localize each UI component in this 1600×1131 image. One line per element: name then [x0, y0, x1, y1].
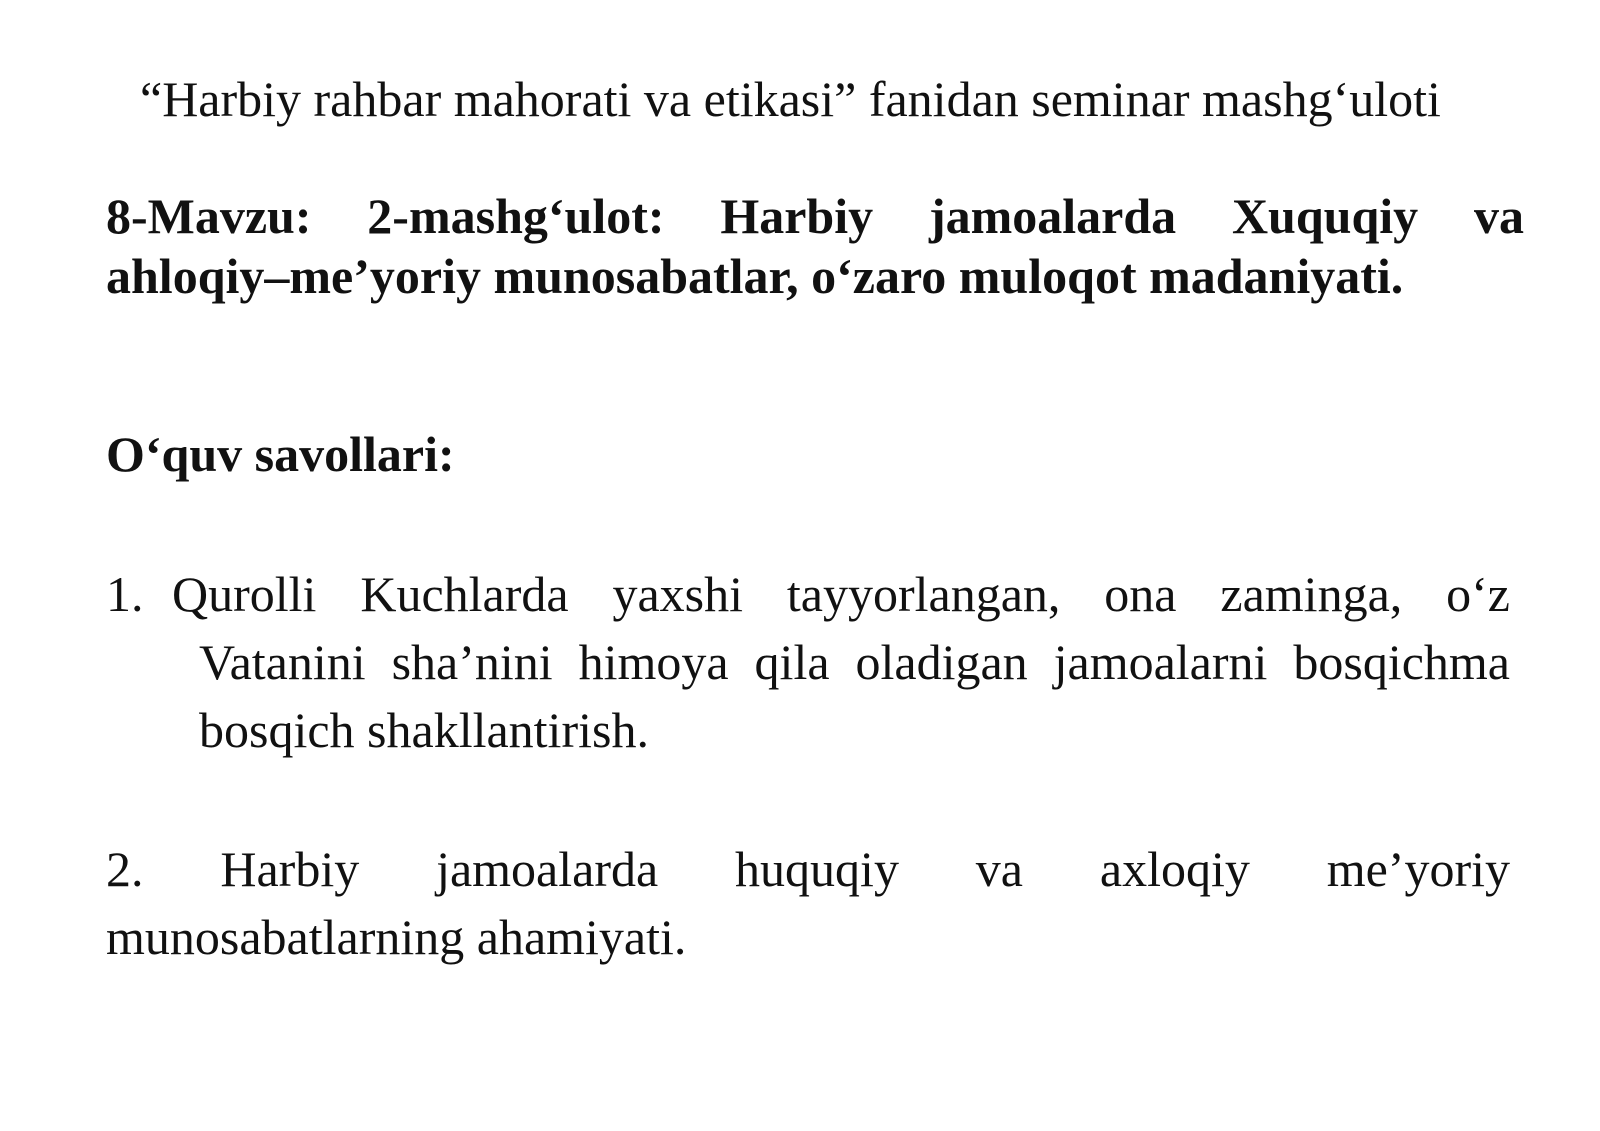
question-1-line-3: bosqich shakllantirish.: [199, 702, 649, 758]
document-header: “Harbiy rahbar mahorati va etikasi” fanidan seminar mashg‘uloti: [140, 71, 1441, 127]
question-1-line-1: Qurolli Kuchlarda yaxshi tayyorlangan, ona zaminga, o‘z: [172, 566, 1510, 622]
topic-title-line-1: 8-Mavzu: 2-mashg‘ulot: Harbiy jamoalarda Xuquqiy va: [106, 188, 1524, 244]
question-2-line-2: munosabatlarning ahamiyati.: [106, 909, 687, 965]
question-item-1: [106, 560, 1510, 764]
question-number-1: 1.: [106, 566, 144, 622]
topic-title-line-2: ahloqiy–me’yoriy munosabatlar, o‘zaro muloqot madaniyati.: [106, 248, 1404, 304]
topic-title: [106, 186, 1524, 306]
question-item-2: [106, 835, 1510, 971]
question-2-line-1: 2. Harbiy jamoalarda huquqiy va axloqiy me’yoriy: [106, 841, 1510, 897]
questions-heading: O‘quv savollari:: [106, 426, 455, 482]
question-1-line-2: Vatanini sha’nini himoya qila oladigan jamoalarni bosqichma: [199, 634, 1510, 690]
